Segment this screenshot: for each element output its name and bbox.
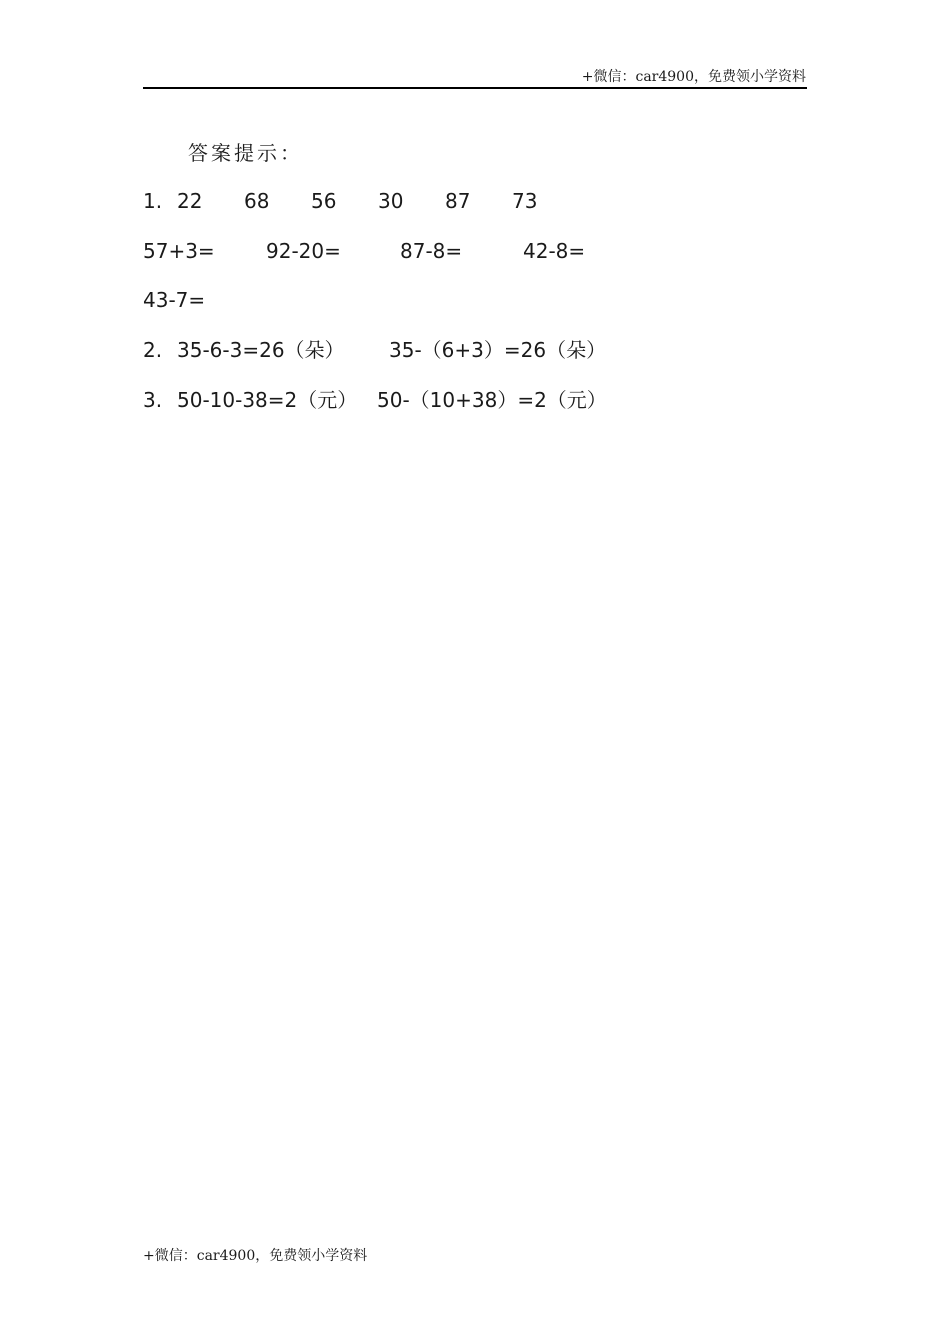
expression: 57+3= — [143, 239, 215, 263]
answer-value: 30 — [378, 189, 404, 213]
page-footer-text: +微信：car4900，免费领小学资料 — [143, 1248, 368, 1264]
question-3-number: 3. — [143, 388, 163, 412]
expression: 50-（10+38）=2（元） — [377, 388, 607, 412]
question-2-row — [143, 335, 613, 365]
question-2-number: 2. — [143, 338, 163, 362]
expression: 42-8= — [523, 239, 586, 263]
answer-value: 73 — [512, 189, 538, 213]
expression: 43-7= — [143, 288, 206, 312]
answer-value: 68 — [244, 189, 270, 213]
expression: 50-10-38=2（元） — [177, 388, 358, 412]
expression: 35-（6+3）=26（朵） — [389, 338, 607, 362]
answer-value: 87 — [445, 189, 471, 213]
question-3-row — [143, 385, 613, 415]
header-rule — [143, 87, 807, 89]
question-1-expressions-row — [143, 236, 603, 266]
page-header-text: +微信：car4900，免费领小学资料 — [581, 69, 806, 85]
expression: 92-20= — [266, 239, 341, 263]
expression: 87-8= — [400, 239, 463, 263]
answer-value: 22 — [177, 189, 203, 213]
answer-value: 56 — [311, 189, 337, 213]
question-1-answers-row — [143, 186, 563, 216]
answer-title: 答案提示： — [188, 141, 303, 165]
expression: 35-6-3=26（朵） — [177, 338, 345, 362]
question-1-expressions-row-2 — [143, 285, 243, 315]
question-1-number: 1. — [143, 189, 163, 213]
